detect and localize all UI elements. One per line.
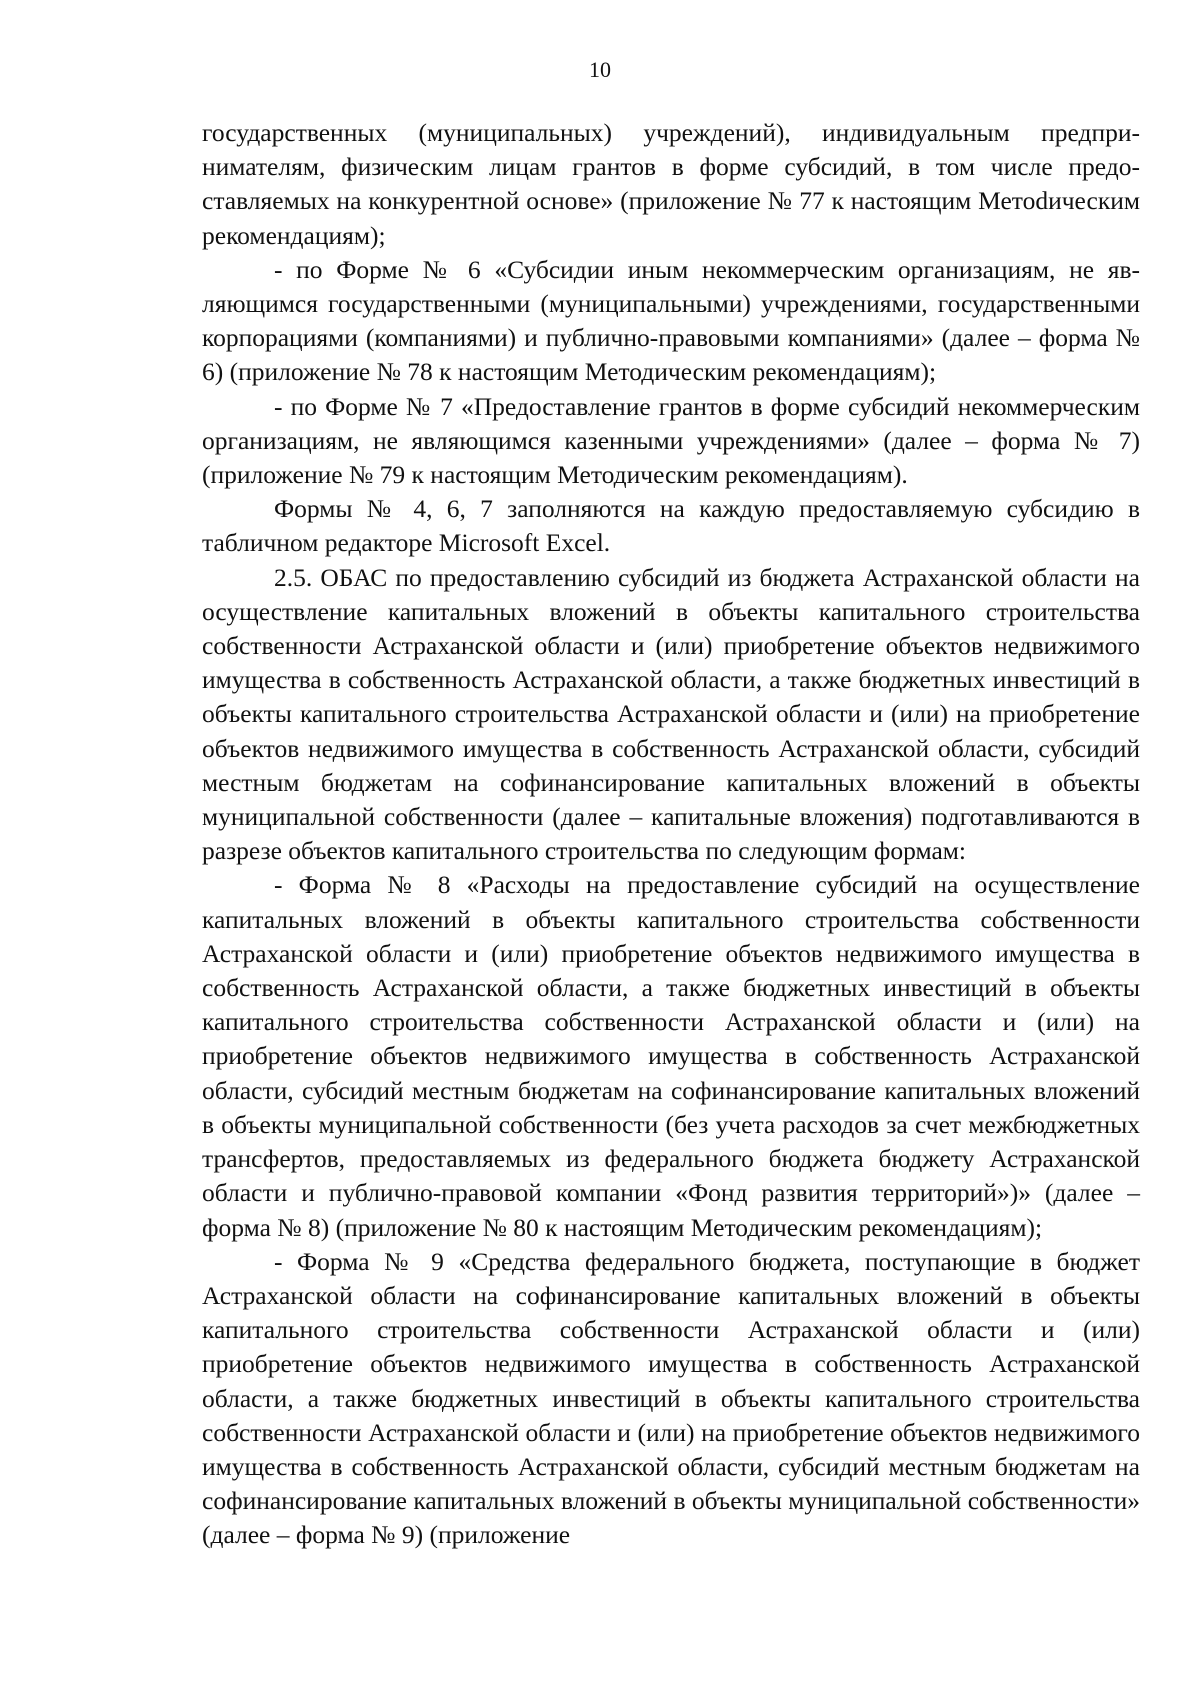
- document-body: [202, 116, 1140, 1553]
- paragraph-form-9: - Форма № 9 «Средства федерального бюджета, поступающие в бюджет Астраханской области на софинансирование капитальных вложений в объекты капитального строительства собственности Астраханской области и (или) приобретение объектов недвижимого имущества в собственность Астраханской области, а также бюджетных инвестиций в объекты капитального строительства собственности Астраханской области и (или) на приобретение объектов недвижимого имущества в собственность Астраханской области, субсидий местным бюджетам на софинансирование капитальных вложений в объекты муниципальной собственности» (далее – форма № 9) (приложение: [202, 1246, 1140, 1550]
- paragraph-form-7: - по Форме № 7 «Предоставление грантов в форме субсидий некоммерческим организациям, не являющимся казенными учреждениями» (далее – форма № 7) (приложение № 79 к настоящим Методическим рекомендациям).: [202, 391, 1140, 490]
- paragraph-forms-note: Формы № 4, 6, 7 заполняются на каждую предоставляемую субсидию в табличном редакторе Microsoft Excel.: [202, 494, 1140, 558]
- paragraph-form-6: - по Форме № 6 «Субсидии иным некоммерческим организациям, не являющимся государственными (муниципальными) учреждениями, государственными корпорациями (компаниями) и публично-правовыми компаниями» (далее – форма № 6) (приложение № 78 к настоящим Методическим рекомендациям);: [202, 254, 1140, 387]
- paragraph-section-2-5: 2.5. ОБАС по предоставлению субсидий из бюджета Астраханской области на осуществление капитальных вложений в объекты капитального строительства собственности Астраханской области и (или) приобретение объектов недвижимого имущества в собственность Астраханской области, а также бюджетных инвестиций в объекты капитального строительства Астраханской области и (или) на приобретение объектов недвижимого имущества в собственность Астраханской области, субсидий местным бюджетам на софинансирование капитальных вложений в объекты муниципальной собственности (далее – капитальные вложения) подготавливаются в разрезе объектов капитального строительства по следующим формам:: [202, 562, 1140, 866]
- paragraph-continuation: государственных (муниципальных) учреждений), индивидуальным предпринимателям, физическим лицам грантов в форме субсидий, в том числе предоставляемых на конкурентной основе» (приложение № 77 к настоящим Метоdическим рекомендациям);: [202, 118, 1140, 250]
- paragraph-form-8: - Форма № 8 «Расходы на предоставление субсидий на осуществление капитальных вложений в объекты капитального строительства собственности Астраханской области и (или) приобретение объектов недвижимого имущества в собственность Астраханской области, а также бюджетных инвестиций в объекты капитального строительства собственности Астраханской области и (или) на приобретение объектов недвижимого имущества в собственность Астраханской области, субсидий местным бюджетам на софинансирование капитальных вложений в объекты муниципальной собственности (без учета расходов за счет межбюджетных трансфертов, предоставляемых из федерального бюджета бюджету Астраханской области и публично-правовой компании «Фонд развития территорий»)» (далее – форма № 8) (приложение № 80 к настоящим Методическим рекомендациям);: [202, 870, 1140, 1242]
- page-number: 10: [589, 57, 611, 82]
